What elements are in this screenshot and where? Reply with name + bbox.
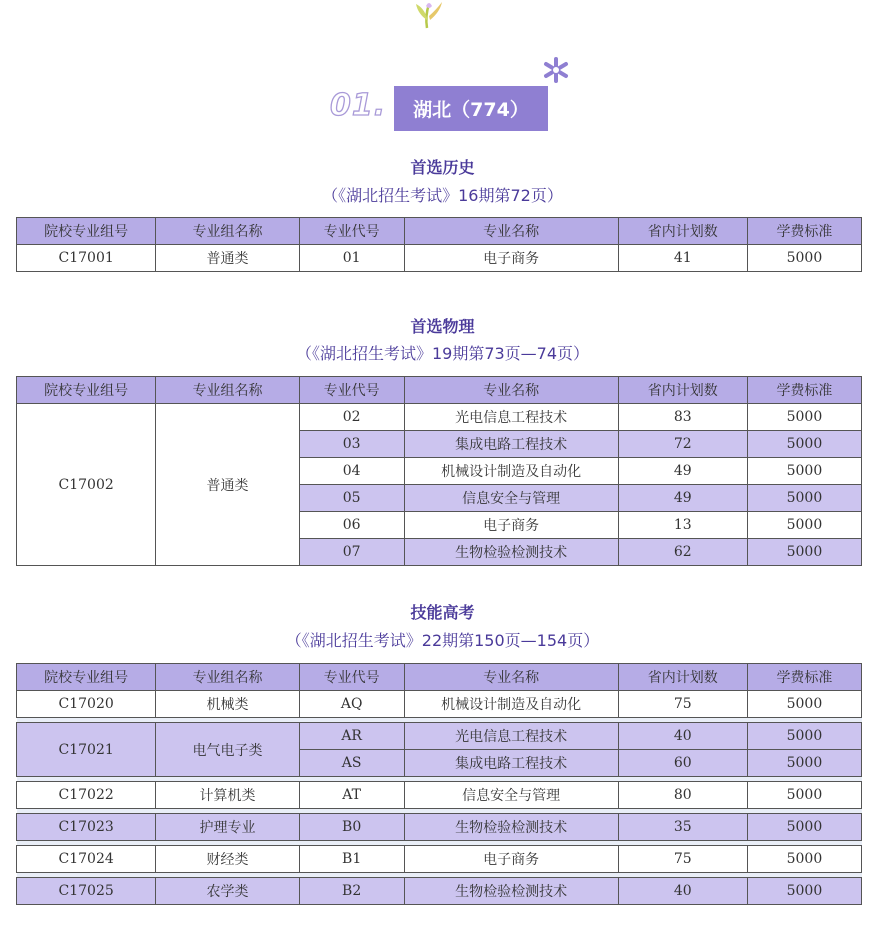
cell-major: 机械设计制造及自动化 <box>404 458 618 485</box>
cell-group: C17022 <box>17 782 156 809</box>
cell-code: AR <box>299 723 404 750</box>
region-badge: 湖北（774） <box>394 86 548 131</box>
table-row <box>17 404 862 431</box>
cell-major: 信息安全与管理 <box>404 485 618 512</box>
table-skills <box>16 663 862 905</box>
col-header-plan: 省内计划数 <box>618 218 747 245</box>
cell-group: C17024 <box>17 846 156 873</box>
section-title-history: 首选历史 <box>410 158 475 177</box>
cell-group-name: 普通类 <box>156 404 299 566</box>
cell-group-name: 农学类 <box>156 878 299 905</box>
cell-fee: 5000 <box>747 723 861 750</box>
table-row <box>17 782 862 809</box>
cell-fee: 5000 <box>747 512 861 539</box>
cell-plan: 60 <box>618 750 747 777</box>
table-row <box>17 723 862 750</box>
cell-code: 04 <box>299 458 404 485</box>
cell-code: AS <box>299 750 404 777</box>
cell-code: 02 <box>299 404 404 431</box>
cell-fee: 5000 <box>747 245 861 272</box>
cell-major: 光电信息工程技术 <box>404 404 618 431</box>
col-header-plan: 省内计划数 <box>618 664 747 691</box>
col-header-group: 院校专业组号 <box>17 377 156 404</box>
cell-plan: 80 <box>618 782 747 809</box>
col-header-plan: 省内计划数 <box>618 377 747 404</box>
cell-fee: 5000 <box>747 431 861 458</box>
cell-code: 07 <box>299 539 404 566</box>
col-header-group: 院校专业组号 <box>17 218 156 245</box>
table-row <box>17 691 862 718</box>
cell-code: 01 <box>299 245 404 272</box>
section-number: 01. <box>330 88 387 123</box>
cell-code: 05 <box>299 485 404 512</box>
table-physics <box>16 376 862 566</box>
cell-plan: 40 <box>618 878 747 905</box>
cell-plan: 40 <box>618 723 747 750</box>
cell-plan: 75 <box>618 846 747 873</box>
section-title-skills: 技能高考 <box>410 603 475 622</box>
table-row <box>17 814 862 841</box>
cell-group-name: 计算机类 <box>156 782 299 809</box>
table-row <box>17 878 862 905</box>
cell-fee: 5000 <box>747 814 861 841</box>
cell-major: 信息安全与管理 <box>404 782 618 809</box>
cell-major: 光电信息工程技术 <box>404 723 618 750</box>
cell-group: C17023 <box>17 814 156 841</box>
cell-group-name: 电气电子类 <box>156 723 299 777</box>
cell-major: 生物检验检测技术 <box>404 814 618 841</box>
cell-group-name: 护理专业 <box>156 814 299 841</box>
cell-major: 电子商务 <box>404 512 618 539</box>
cell-plan: 72 <box>618 431 747 458</box>
cell-code: B1 <box>299 846 404 873</box>
cell-code: AQ <box>299 691 404 718</box>
col-header-fee: 学费标准 <box>747 377 861 404</box>
table-history <box>16 217 862 272</box>
section-source-physics: （《湖北招生考试》19期第73页—74页） <box>295 344 590 363</box>
cell-major: 生物检验检测技术 <box>404 878 618 905</box>
asterisk-flower-icon <box>542 56 570 84</box>
cell-fee: 5000 <box>747 750 861 777</box>
cell-group-name: 机械类 <box>156 691 299 718</box>
cell-major: 机械设计制造及自动化 <box>404 691 618 718</box>
cell-code: 03 <box>299 431 404 458</box>
col-header-group-name: 专业组名称 <box>156 664 299 691</box>
cell-major: 电子商务 <box>404 245 618 272</box>
cell-major: 电子商务 <box>404 846 618 873</box>
cell-group: C17025 <box>17 878 156 905</box>
col-header-fee: 学费标准 <box>747 218 861 245</box>
cell-code: 06 <box>299 512 404 539</box>
col-header-group: 院校专业组号 <box>17 664 156 691</box>
section-source-history: （《湖北招生考试》16期第72页） <box>322 186 563 205</box>
cell-fee: 5000 <box>747 485 861 512</box>
cell-group: C17001 <box>17 245 156 272</box>
cell-plan: 13 <box>618 512 747 539</box>
col-header-group-name: 专业组名称 <box>156 377 299 404</box>
col-header-major: 专业名称 <box>404 218 618 245</box>
col-header-group-name: 专业组名称 <box>156 218 299 245</box>
table-header-row <box>17 218 862 245</box>
cell-fee: 5000 <box>747 846 861 873</box>
cell-fee: 5000 <box>747 404 861 431</box>
cell-fee: 5000 <box>747 878 861 905</box>
cell-plan: 83 <box>618 404 747 431</box>
cell-plan: 49 <box>618 485 747 512</box>
section-source-skills: （《湖北招生考试》22期第150页—154页） <box>285 631 600 650</box>
table-header-row <box>17 664 862 691</box>
col-header-code: 专业代号 <box>299 377 404 404</box>
cell-major: 生物检验检测技术 <box>404 539 618 566</box>
section-title-physics: 首选物理 <box>410 317 475 336</box>
table-header-row <box>17 377 862 404</box>
col-header-major: 专业名称 <box>404 664 618 691</box>
cell-major: 集成电路工程技术 <box>404 431 618 458</box>
flower-icon <box>412 0 446 30</box>
cell-group: C17002 <box>17 404 156 566</box>
cell-plan: 75 <box>618 691 747 718</box>
cell-plan: 41 <box>618 245 747 272</box>
cell-code: B0 <box>299 814 404 841</box>
cell-plan: 62 <box>618 539 747 566</box>
cell-group-name: 财经类 <box>156 846 299 873</box>
cell-fee: 5000 <box>747 458 861 485</box>
cell-major: 集成电路工程技术 <box>404 750 618 777</box>
col-header-code: 专业代号 <box>299 218 404 245</box>
cell-group: C17021 <box>17 723 156 777</box>
cell-plan: 49 <box>618 458 747 485</box>
col-header-code: 专业代号 <box>299 664 404 691</box>
cell-code: B2 <box>299 878 404 905</box>
cell-group-name: 普通类 <box>156 245 299 272</box>
cell-group: C17020 <box>17 691 156 718</box>
col-header-major: 专业名称 <box>404 377 618 404</box>
cell-plan: 35 <box>618 814 747 841</box>
col-header-fee: 学费标准 <box>747 664 861 691</box>
table-row <box>17 846 862 873</box>
cell-fee: 5000 <box>747 539 861 566</box>
cell-fee: 5000 <box>747 782 861 809</box>
cell-code: AT <box>299 782 404 809</box>
cell-fee: 5000 <box>747 691 861 718</box>
table-row <box>17 245 862 272</box>
